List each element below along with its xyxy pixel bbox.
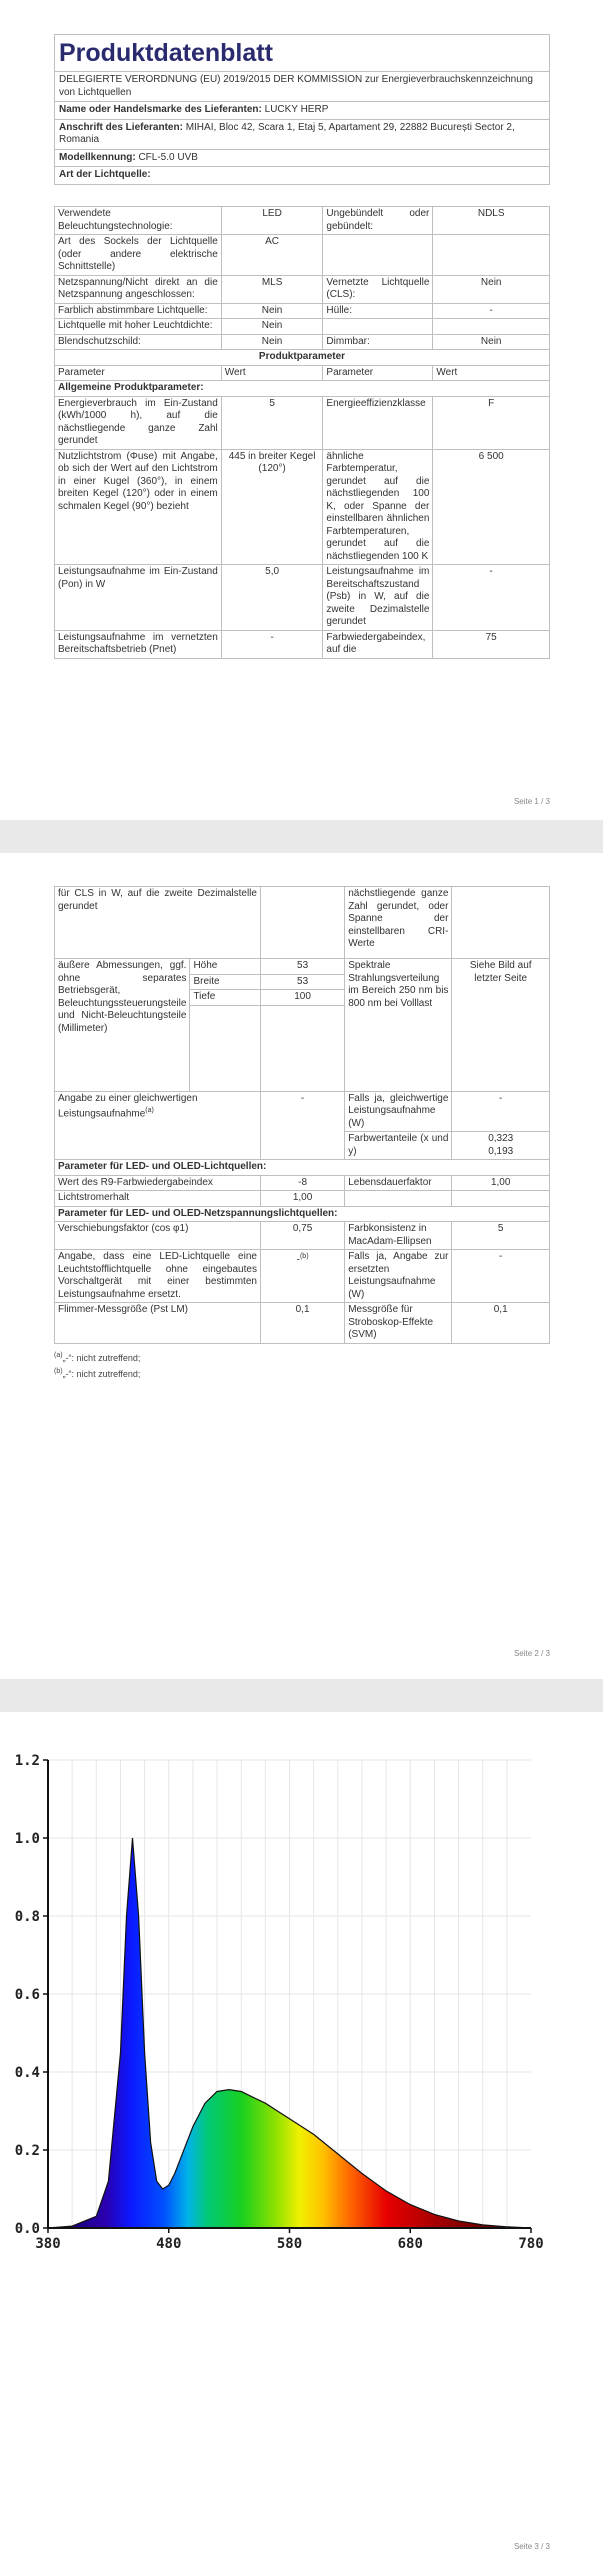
type-value: LED [221,207,323,235]
footnote-b-text: „-“: nicht zutreffend; [62,1368,141,1379]
continued-value [260,887,344,959]
regulation-text: DELEGIERTE VERORDNUNG (EU) 2019/2015 DER KOMMISSION zur Energieverbrauchskennzeichnung von Lichtquellen [55,72,549,102]
footnote-a [54,1349,550,1365]
address-label: Anschrift des Lieferanten: [59,121,183,133]
replace-value-cell [260,1250,344,1303]
equiv-power-value: - [452,1091,550,1132]
param-value: 5,0 [221,565,323,631]
address-value: MIHAI, Bloc 42, Scara 1, Etaj 5, Apartament 29, 22882 București Sector 2, Romania [59,121,515,145]
mains-heading-row [55,1206,550,1222]
mains-heading: Parameter für LED- und OLED-Netzspannungslichtquellen: [55,1206,550,1222]
type-table-wrap [54,206,550,659]
param-value: 75 [433,630,550,658]
replace-value: - [296,1254,300,1266]
type-value [433,235,550,276]
type-value: Nein [221,303,323,319]
dim-value: 100 [260,990,344,1006]
chroma-value-cell [452,1132,550,1160]
spectral-label: Spektrale Strahlungsverteilung im Bereich 250 nm bis 800 nm bei Volllast [345,959,452,1092]
equiv-power-label: Falls ja, gleichwertige Leistungsaufnahme (W) [345,1091,452,1132]
replace-power-value: - [452,1250,550,1303]
dim-empty [190,1005,261,1091]
param-label: Farbwiedergabeindex, auf die [323,630,433,658]
r9-value: -8 [260,1175,344,1191]
param-label: Leistungsaufnahme im Ein-Zustand (Pon) in W [55,565,222,631]
continued-left: für CLS in W, auf die zweite Dezimalstelle gerundet [55,887,261,959]
footnote-b [54,1365,550,1381]
maint-label: Lichtstromerhalt [55,1191,261,1207]
type-value: Nein [433,334,550,350]
param-value: 5 [221,396,323,449]
chroma-y: 0,193 [488,1145,514,1157]
col-value: Wert [433,365,550,381]
param-value: 6 500 [433,449,550,565]
col-value: Wert [221,365,323,381]
general-heading: Allgemeine Produktparameter: [55,381,550,397]
type-row [55,319,550,335]
type-label: Ungebündelt oder gebündelt: [323,207,433,235]
model-row [55,150,549,168]
page-title: Produktdatenblatt [55,35,549,72]
type-label [323,319,433,335]
y-tick-label: 0.2 [14,2143,40,2159]
col-param: Parameter [323,365,433,381]
maint-row [55,1191,550,1207]
led-heading: Parameter für LED- und OLED-Lichtquellen: [55,1160,550,1176]
table-continued-wrap [54,886,550,1381]
survival-value: 1,00 [452,1175,550,1191]
cos-row [55,1222,550,1250]
type-value: Nein [221,319,323,335]
col-param: Parameter [55,365,222,381]
footnotes [54,1349,550,1381]
r9-label: Wert des R9-Farbwiedergabeindex [55,1175,261,1191]
type-value: Nein [221,334,323,350]
y-tick-label: 0.6 [14,1987,40,2003]
type-label: Lichtquelle mit hoher Leuchtdichte: [55,319,222,335]
y-tick-label: 0.4 [14,2065,40,2081]
param-row [55,565,550,631]
param-label: Leistungsaufnahme im vernetzten Bereitschaftsbetrieb (Pnet) [55,630,222,658]
supplier-row [55,102,549,120]
model-value: CFL-5.0 UVB [138,151,198,163]
type-value: - [433,303,550,319]
type-row [55,207,550,235]
param-row [55,396,550,449]
svm-value: 0,1 [452,1303,550,1344]
type-label: Verwendete Beleuchtungstechnologie: [55,207,222,235]
type-label: Art des Sockels der Lichtquelle (oder andere elektrische Schnittstelle) [55,235,222,276]
type-row [55,235,550,276]
replace-power-label: Falls ja, Angabe zur ersetzten Leistungsaufnahme (W) [345,1250,452,1303]
param-row [55,449,550,565]
spectral-value: Siehe Bild auf letzter Seite [452,959,550,1092]
address-row [55,120,549,150]
type-label: Vernetzte Lichtquelle (CLS): [323,275,433,303]
type-row [55,303,550,319]
page-1 [0,0,603,820]
y-tick-label: 0.0 [14,2221,40,2237]
param-value: F [433,396,550,449]
chroma-label: Farbwertanteile (x und y) [345,1132,452,1160]
datasheet-header [54,34,550,185]
survival-label: Lebensdauerfaktor [345,1175,452,1191]
type-table [54,206,550,659]
param-label: Energieverbrauch im Ein-Zustand (kWh/1000 h), auf die nächstliegende ganze Zahl gerundet [55,396,222,449]
params-header-row [55,365,550,381]
general-heading-row [55,381,550,397]
maint-value: 1,00 [260,1191,344,1207]
footnote-a-text: „-“: nicht zutreffend; [62,1352,141,1363]
dim-value: 53 [260,974,344,990]
y-tick-label: 1.2 [14,1753,40,1769]
params-heading: Produktparameter [55,350,550,366]
type-value: AC [221,235,323,276]
replace-label: Angabe, dass eine LED-Lichtquelle eine Leuchtstofflichtquelle ohne eingebautes Vorschaltgerät mit einer bestimmten Leistungsaufnahme ersetzt. [55,1250,261,1303]
macadam-value: 5 [452,1222,550,1250]
type-value: NDLS [433,207,550,235]
spectral-power-chart [0,1742,603,2302]
equiv-value: - [260,1091,344,1160]
params-heading-row [55,350,550,366]
page-number: Seite 3 / 3 [513,2542,550,2551]
type-heading: Art der Lichtquelle: [59,169,151,180]
param-row [55,630,550,658]
dims-row [55,959,550,975]
type-value [433,319,550,335]
footnote-a-mark: (a) [54,1351,63,1359]
dim-name: Höhe [190,959,261,975]
param-value: 445 in breiter Kegel (120°) [221,449,323,565]
continued-value [452,887,550,959]
page-3 [0,1712,603,2560]
x-tick-label: 480 [156,2236,182,2252]
x-tick-label: 780 [518,2236,544,2252]
continued-right: nächstliegende ganze Zahl gerundet, oder Spanne der einstellbaren CRI-Werte [345,887,452,959]
y-tick-label: 1.0 [14,1831,40,1847]
footnote-b-mark: (b) [54,1367,63,1375]
param-value: - [433,565,550,631]
type-value: MLS [221,275,323,303]
supplier-value: LUCKY HERP [264,104,329,115]
flicker-value: 0,1 [260,1303,344,1344]
page-2 [0,853,603,1679]
macadam-label: Farbkonsistenz in MacAdam-Ellipsen [345,1222,452,1250]
type-label: Blendschutzschild: [55,334,222,350]
page-number: Seite 1 / 3 [513,797,550,806]
dim-value: 53 [260,959,344,975]
param-label: ähnliche Farbtemperatur, gerundet auf die nächstliegenden 100 K, oder Spanne der einstellbaren ähnlichen Farbtemperaturen, gerundet auf die nächstliegenden 100 K [323,449,433,565]
equiv-label: Angabe zu einer gleichwertigen Leistungsaufnahme [58,1092,198,1120]
page-number: Seite 2 / 3 [513,1649,550,1658]
model-label: Modellkennung: [59,151,136,163]
supplier-label: Name oder Handelsmarke des Lieferanten: [59,104,262,115]
param-label: Leistungsaufnahme im Bereitschaftszustand (Psb) in W, auf die zweite Dezimalstelle gerundet [323,565,433,631]
maint-empty [345,1191,452,1207]
equiv-label-cell [55,1091,261,1160]
equiv-row [55,1091,550,1132]
replace-sup: (b) [299,1253,309,1260]
dims-label: äußere Abmessungen, ggf. ohne separates Betriebsgerät, Beleuchtungssteuerungsteile und Nicht-Beleuchtungsteile (Millimeter) [55,959,190,1092]
param-value: - [221,630,323,658]
equiv-sup: (a) [145,1107,154,1114]
led-heading-row [55,1160,550,1176]
chroma-x: 0,323 [488,1133,514,1144]
maint-empty [452,1191,550,1207]
type-row [55,275,550,303]
type-row [55,334,550,350]
x-axis [35,2228,543,2252]
continued-row [55,887,550,959]
type-label: Hülle: [323,303,433,319]
y-axis [15,1753,48,2237]
type-value: Nein [433,275,550,303]
type-label [323,235,433,276]
y-tick-label: 0.8 [14,1909,40,1925]
type-label: Dimmbar: [323,334,433,350]
flicker-row [55,1303,550,1344]
param-label: Nutzlichtstrom (Φuse) mit Angabe, ob sich der Wert auf den Lichtstrom in einer Kugel (360°), in einem breiten Kegel (120°) oder in einem schmalen Kegel (90°) bezieht [55,449,222,565]
param-label: Energieeffizienzklasse [323,396,433,449]
dim-name: Tiefe [190,990,261,1006]
type-label: Netzspannung/Nicht direkt an die Netzspannung angeschlossen: [55,275,222,303]
cos-label: Verschiebungsfaktor (cos φ1) [55,1222,261,1250]
x-tick-label: 580 [276,2236,303,2252]
dim-name: Breite [190,974,261,990]
x-tick-label: 380 [35,2236,61,2252]
x-tick-label: 680 [397,2236,423,2252]
dim-empty [260,1005,344,1091]
cos-value: 0,75 [260,1222,344,1250]
r9-row [55,1175,550,1191]
type-label: Farblich abstimmbare Lichtquelle: [55,303,222,319]
page-1-cut [0,785,603,820]
replace-row [55,1250,550,1303]
flicker-label: Flimmer-Messgröße (Pst LM) [55,1303,261,1344]
svm-label: Messgröße für Stroboskop-Effekte (SVM) [345,1303,452,1344]
params-table-continued [54,886,550,1344]
